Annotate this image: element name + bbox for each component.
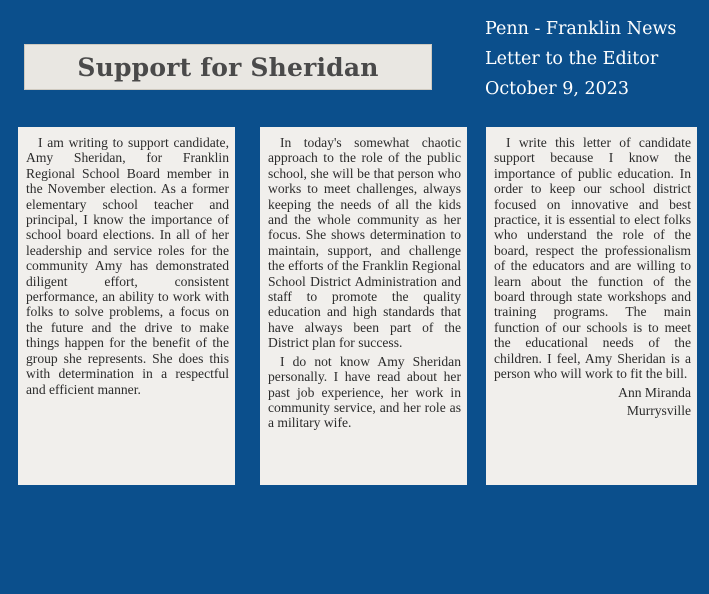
author-name: Ann Miranda [618,384,691,400]
headline-text: Support for Sheridan [77,52,379,82]
letter-column-3 [486,127,697,485]
letter-column-1 [18,127,235,485]
letter-paragraph: In today's somewhat chaotic approach to the role of the public school, she will be that person who works to meet challenges, always keeping the needs of all the kids and the whole community as her focus. She shows determination to maintain, support, and challenge the efforts of the Franklin Regional School District Administration and staff to promote the quality education and high standards that have always been part of the District plan for success. [268,135,461,351]
section-name: Letter to the Editor [485,49,659,69]
letter-paragraph: I am writing to support candidate, Amy Sheridan, for Franklin Regional School Board member in the November election. As a former elementary school teacher and principal, I know the importance of school board elections. In all of her leadership and service roles for the community Amy has demonstrated diligent effort, consistent performance, an ability to work with folks to solve problems, a focus on the future and the drive to make things happen for the benefit of the group she represents. She does this with determination in a respectful and efficient manner. [26,135,229,397]
author-location: Murrysville [626,402,691,418]
letter-column-2 [260,127,467,485]
publication-name: Penn - Franklin News [485,19,677,39]
publication-date: October 9, 2023 [485,79,629,99]
source-info [485,14,700,104]
letter-paragraph: I write this letter of candidate support because I know the importance of public education. In order to keep our school district focused on innovative and best practice, it is essential to elect folks who understand the role of the board, respect the professionalism of the educators and are willing to learn about the function of the board through state workshops and training programs. The main function of our schools is to meet the educational needs of the children. I feel, Amy Sheridan is a person who will work to fit the bill. [494,135,691,382]
letter-paragraph: I do not know Amy Sheridan personally. I have read about her past job experience, her work in community service, and her role as a military wife. [268,353,461,431]
headline-banner [24,44,432,90]
